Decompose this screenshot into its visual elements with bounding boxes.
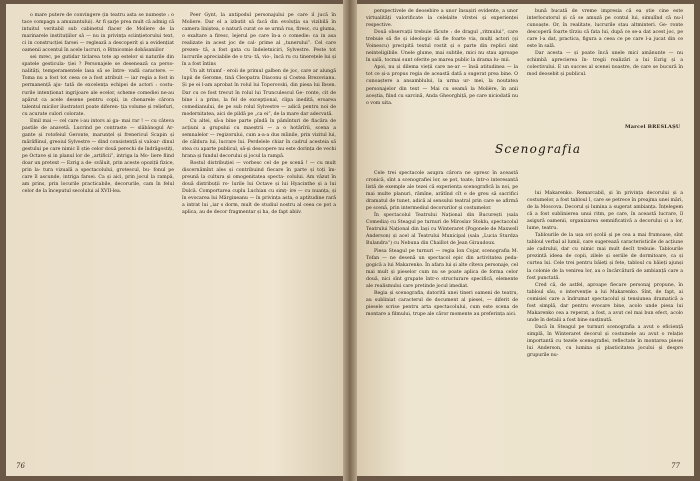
right-column-1-top (366, 8, 518, 107)
paragraph: Piesa Steagul pe turnuri — regia Ion Cojar, scenografia M. Tofan — ne desenă un spectacol epic din activitatea peda- gogică a lui Makarenko. În afara lui și alte cîteva personaje, cel mai mult și pieselor cum nu se poate aplica de forma celor două, nici sînt grupate într-o structurare specifică, elemente ale realismului care pretinde jocul imediat. (366, 248, 518, 289)
paragraph: o mare putere de convingere (in teatru asta se numește : o tace compagn a amuzantului). Ar fi șarje prea mult că admig că intuitul veritabil sub cabinetul flacer de Moliere de la marinarele instituțiilor să — nu in privința sciințietorului text, ci in construcției farsei — reglează a descoperit și a evidențiat oamenii accentul în acele lucruri, o Bitnicomie dobăsaniilor (22, 13, 174, 54)
left-column-1 (22, 12, 174, 195)
page-number-right: 77 (671, 462, 680, 470)
paragraph: Cred că, de astfel, aproape fiecare personaj propune, în tabloul său, o intervenție a lui Makarenko. Sînt, de fapt, ai comisiei care a îndrumat spectacolul și tensiunea dramatică a fost simplă, dar pentru evocare bine, acolo unde piesa lui Makarenko cea a reperat, a fost, a avut cel mai bun efect, acolo unde în detalii a fost bine susținută. (527, 282, 683, 323)
paragraph: Cu altei, să-a bine parte pîndă în pămînturi de flacăra de acțiuni a grupului cu maeștrii — a o hotărîrii, scena a semnalelor — regizorului, cum a-a-a dus mîinile, prin vizitul lui, de căldura lui, lucrare lui. Perdelele chiar în cadrul acesteia să stea cu aparte publicul, să-și descopere nu este dorința de vechi hrana și fundul decorului și jocul la rampă. (182, 118, 336, 159)
section-heading: Scenografia (495, 142, 582, 156)
paragraph: Două observații trebuie făcute : de dragul „ritmului“, care trebuie să fie și ideologic să fie foarte via, mulți actori (și Voinescu) precipită textul rostit și o parte din replici sint neinteligibile. Unele glume, mai subtile, mici nu stau aproape în sală, tocmai sunt oferite pe marea public la drama lu- mii. (366, 30, 518, 64)
paragraph: Apoi, nu și dilema vieții care ne-ar — însă atitudinea — la tot ce și-a propus regia de această dată a sugerat prea bine. O cunoaștere a ansamblului, la urma ur- mei, la noutatea personajelor din text — Mai cu seamă la Molière, în anii aceștia, fiind cu sarcină, Anda Gheorghiță, pe care niciodată nu o vom uita. (366, 65, 518, 106)
paragraph: Rostul distribuției — vorbesc cel de pe scenă ! — cu mult discernămînt ales și contribuind fiecare în parte și toți îm- preună la cultura și omogenitatea specta- colului. Am văzut în două distribuții ro- lurile lui Octave și lui Hyacinthe și a lui Dulcă. Comportarea cuplu Luchian cu simț- ire — cu nuanța, și în evocarea lui Mărgineanu — în privința asta, o aptitudine rară a intrat lui „iar s dorm, mult de studiul nostru al ceea ce pot a aplica, au de decor fragmentar și ha, de fapt abiiv. (182, 160, 336, 216)
paragraph: Cele trei spectacole asupra cărora ne opresc în această cronică, sînt a scenografiei lor, se pot, toate, într-o interesantă listă de exemple ale tezei că experiența scenografică la noi, pe mai multe planuri, rămîne, arătînd cît e de greu să sacrifici dramatul de tunet, adică al sensului teatral prin care se afirmă pe scenă, prin intermediul decorurilor și costumelor. (366, 171, 518, 212)
right-column-2-bottom (527, 190, 683, 359)
paragraph: Regia și scenografia, datorită unei tineri oameni de teatru, au subliniat caracterul de document al piesei, — diferit de piesele scrise pentru arta spectacolului, cum este scena de montare a filmului, trupe ale căror momente au preferința aici. (366, 290, 518, 317)
paragraph: Dar acesta — și poate încă unele mici amănunte — nu schimbă aprecierea în- tregii realizări a lui Ezrig și a colectivului. E un succes al scenei noastre, de care se bucură în mod deosebit și publicul. (527, 51, 683, 78)
paragraph: Dacă în Steagul pe turnuri scenografia a avut o eficiență simplă, în Winteraret decorul și costumele au avut o relație importantă cu tezele scenografiei, reflectate în montarea piesei lui Anderson, cu lumina și plasticitatea jocului și despre grupurile nu- (527, 324, 683, 359)
paragraph: Tablourile de la ușa ori școlii și pe cea a mai frumoase, sînt tabloul verbal al lumii, care sugerează caracteristicile de acțiune ale cadrului, dar cu nimic mai mult decît trebuie. Tablourile prezintă ideea de copii, zilele și seriile de dormitoare, ca și curtea lui. Cele trei pentru băieți și fete, tabloul cu băieți ajunși la colonie de la venirea lor, au o încărcătură de ambianță care a fost punctată. (527, 233, 683, 281)
right-column-1-bottom (366, 170, 518, 318)
paragraph: sei mrec, pe gutidar ticlarea tote ap estelor si naturile din spatele gesticula- ției ? Personajele se desenează ca perso- nalități, temperamentele lasa să se între- vadă caractere. — Toma nu a fost tot ceea ce a fost atribuit — iar regia a fost in permanență aju- tată de excelența echipei de actori : costu- rurile intenționat ingrijoare ale ecelor, scheme comediei ne-au apărut ca acele desene pentru copii, in chenarele cărora talentul micilor ilustratori poate diferen- ția volume și reliefuri, cu acurate culori colorate. (22, 55, 174, 117)
author-signature: Marcel BRESLAȘU (625, 124, 681, 130)
left-column-2 (182, 12, 336, 216)
paragraph: perspectivele de deosebire a unor însușiri evidente, a unor virtualități valorificate la celelalte vîrstei și experienței respective. (366, 9, 518, 29)
page-number-left: 76 (16, 462, 25, 470)
paragraph: bună bucată de vreme impresia că ea știe cine este interlocutorul și că se amuză pe contul lui, simulînd că nu-l cunoaște. Or, în realitate, lucrurile stau altminteri. Ge- ronte descoperă foarte tîrziu că fata lui, după ce se-a dat acest joc, pe care l-a dat, practica, figura a ceea ce pe care l-a jucat din ce este în sală. (527, 9, 683, 50)
paragraph: Un alt triumf - eroii de primul galben de joc, care ar alungă lupii de Gerome, tină Cleopatra Diaconu și Costea Brezovianu. Și pe ei l-am aprobat în rolul lui Toporovski, din piesa lui Ibsen. Dar cu ce fost trecut în rolul lui Trunculescul Ge- ronte, cit de bine i a prins, la fel de excepțional, clipa inedită, eroarea comedianului, de pe sub rolul Sylvestre — adică pentru noi de modernitatea, aici de pildă pe „ca ei“, de la mare dar adecvată. (182, 69, 336, 117)
paragraph: Emil mai — cel care i-au intors ai ga- mai rar ! — cu câteva pastile de anavetă. Lucrind pe contraste — slăbănogul Ar- gante și rotofeiul Geronte, marunțel și frenericul Scapin și mărăflinul, greoiul Sylvestre — dind consistență și valoar- dinul gestului pe care nimic îl știe celor două perechi de îndrăgostiți, pe Octave și in planul lor de „artificii”, intriga la Mo- liere fiind doar un pretext — Ezrig a de- svăluit, prin aceste opoziții fizice, prin la- tura vizuală a spectacolului, grotescul, bu- fonul pe care îl ascunde, intriga farsei. Ca și aici, prin jocul la rampă, am prins, prin locurile practicabile, decorurile, cam în felul celor de la începutul secolului al XVII-lea. (22, 118, 174, 195)
paragraph: Peer Gynt, la antipodul personajului pe care il jucă în Moliere. Dar el a izbutit să facă din evoluția sa vizibilă în camera liniștea, o natură curat ce se urmă rus, firesc, cu gluma, o exaltare a firesc, lejerul pe care în-a o comedie: ca in asa realizate in acest joc de cal- prime al „tunerului“. Cel care prezen- tă, a fost gata cu îndeletniciri, Sylvestre. Peste tot lucrurile apreciabile de o tru- tă, vio-, încă ru cu tinerețele lui și în a fost întins (182, 13, 336, 68)
paragraph: În spectacolul Teatrului Național din București (sala Comedia) cu Steagul pe turnuri de Miroslav Stoklu, spectacolul Teatrului Național din Iași cu Winteraret (Pogonele de Maxwell Anderson) și acel al Teatrului Municipal (sala „Lucia Sturdza Bulandra“) cu Nebuna din Chaillot de Jean Giraudoux. (366, 213, 518, 247)
paragraph: lui Makarenko. Remarcabil, și în privința decorului și a costumelor, a fost tabloul I, care se petrece în preajma unei mări, de la Moscova. Decorul și lumina a sugerat ambianța. Înțelegem că a fost sublinierea unui ritm, pe care, în această lucrare, îl asigură oamenii, organizarea semnificativă a decorului și a lor, lume, teatru. (527, 191, 683, 232)
book-gutter (343, 0, 357, 481)
right-column-2-top (527, 8, 683, 123)
right-page (357, 4, 694, 476)
left-page (6, 4, 343, 476)
